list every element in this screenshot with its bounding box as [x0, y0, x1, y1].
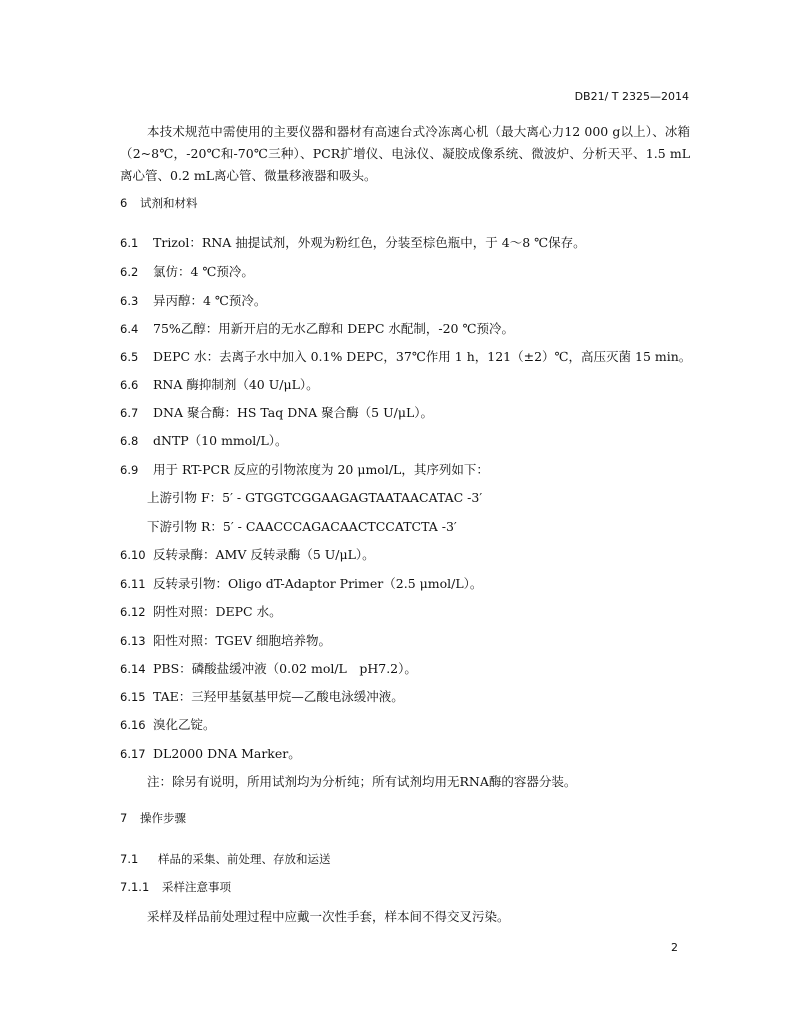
section-6-heading: [120, 195, 198, 211]
item-text: DEPC 水：去离子水中加入 0.1% DEPC，37℃作用 1 h，121（±2）℃，高压灭菌 15 min。: [153, 349, 692, 364]
item-text: 异丙醇：4 ℃预冷。: [153, 293, 267, 308]
section-number: 7.1: [120, 852, 139, 866]
item-text: 阳性对照：TGEV 细胞培养物。: [153, 633, 331, 648]
item-number: 6.16: [120, 718, 146, 732]
item-number: 6.15: [120, 690, 146, 704]
page-number: 2: [671, 941, 678, 954]
item-text: 溴化乙锭。: [153, 717, 216, 732]
list-item: [120, 744, 301, 762]
section-number: 7: [120, 811, 128, 825]
section-title: 样品的采集、前处理、存放和运送: [158, 852, 331, 866]
subsection-7-1-1-heading: [120, 879, 231, 895]
list-item: [120, 715, 216, 733]
item-number: 6.11: [120, 577, 146, 591]
item-text: 氯仿：4 ℃预冷。: [153, 264, 254, 279]
item-text: 75%乙醇：用新开启的无水乙醇和 DEPC 水配制，-20 ℃预冷。: [153, 321, 514, 336]
section-number: 6: [120, 196, 128, 210]
list-item: [120, 233, 586, 251]
item-text: DNA 聚合酶：HS Taq DNA 聚合酶（5 U/μL）。: [153, 405, 433, 420]
item-number: 6.2: [120, 265, 139, 279]
list-item: [120, 602, 282, 620]
item-text: 反转录酶：AMV 反转录酶（5 U/μL）。: [153, 547, 375, 562]
list-item: [120, 460, 489, 478]
intro-paragraph: 本技术规范中需使用的主要仪器和器材有高速台式冷冻离心机（最大离心力12 000 g以上）、冰箱（2~8℃，-20℃和-70℃三种）、PCR扩增仪、电泳仪、凝胶成像系统、微波炉、分析天平、1.5 mL离心管、0.2 mL离心管、微量移液器和吸头。: [120, 124, 690, 183]
item-number: 6.3: [120, 294, 139, 308]
section-number: 7.1.1: [120, 880, 150, 894]
item-number: 6.13: [120, 634, 146, 648]
reverse-primer: 下游引物 R：5′ - CAACCCAGACAACTCCATCTA -3′: [147, 519, 457, 534]
item-number: 6.12: [120, 605, 146, 619]
note: 注：除另有说明，所用试剂均为分析纯；所有试剂均用无RNA酶的容器分装。: [147, 774, 577, 789]
item-number: 6.4: [120, 322, 139, 336]
section-title: 试剂和材料: [140, 196, 198, 210]
list-item: [120, 574, 482, 592]
item-text: PBS：磷酸盐缓冲液（0.02 mol/L pH7.2）。: [153, 661, 417, 676]
item-number: 6.9: [120, 463, 139, 477]
item-text: TAE：三羟甲基氨基甲烷—乙酸电泳缓冲液。: [153, 689, 404, 704]
list-item: [120, 375, 319, 393]
item-number: 6.7: [120, 406, 139, 420]
item-text: DL2000 DNA Marker。: [153, 746, 301, 761]
list-item: [120, 403, 433, 421]
list-item: [120, 262, 254, 280]
section-7-heading: [120, 810, 186, 826]
list-item: [120, 431, 288, 449]
item-number: 6.14: [120, 662, 146, 676]
list-item: [120, 687, 404, 705]
item-text: 用于 RT-PCR 反应的引物浓度为 20 μmol/L，其序列如下：: [153, 462, 489, 477]
item-number: 6.17: [120, 747, 146, 761]
item-number: 6.5: [120, 350, 139, 364]
list-item: [120, 347, 691, 365]
list-item: [120, 319, 514, 337]
list-item: [120, 631, 331, 649]
subsection-7-1-heading: [120, 851, 331, 867]
section-title: 操作步骤: [140, 811, 186, 825]
section-title: 采样注意事项: [162, 880, 231, 894]
body-paragraph: 采样及样品前处理过程中应戴一次性手套，样本间不得交叉污染。: [147, 909, 510, 924]
list-item: [120, 659, 417, 677]
item-number: 6.1: [120, 236, 139, 250]
item-text: 阴性对照：DEPC 水。: [153, 604, 282, 619]
item-number: 6.8: [120, 434, 139, 448]
forward-primer: 上游引物 F：5′ - GTGGTCGGAAGAGTAATAACATAC -3′: [147, 490, 483, 505]
item-text: 反转录引物：Oligo dT-Adaptor Primer（2.5 μmol/L）。: [153, 576, 483, 591]
item-text: dNTP（10 mmol/L）。: [153, 433, 288, 448]
list-item: [120, 545, 375, 563]
item-text: Trizol：RNA 抽提试剂，外观为粉红色，分装至棕色瓶中，于 4～8 ℃保存。: [153, 235, 586, 250]
item-number: 6.6: [120, 378, 139, 392]
list-item: [120, 291, 266, 309]
item-text: RNA 酶抑制剂（40 U/μL）。: [153, 377, 319, 392]
item-number: 6.10: [120, 548, 146, 562]
document-code: DB21/ T 2325—2014: [574, 90, 689, 103]
